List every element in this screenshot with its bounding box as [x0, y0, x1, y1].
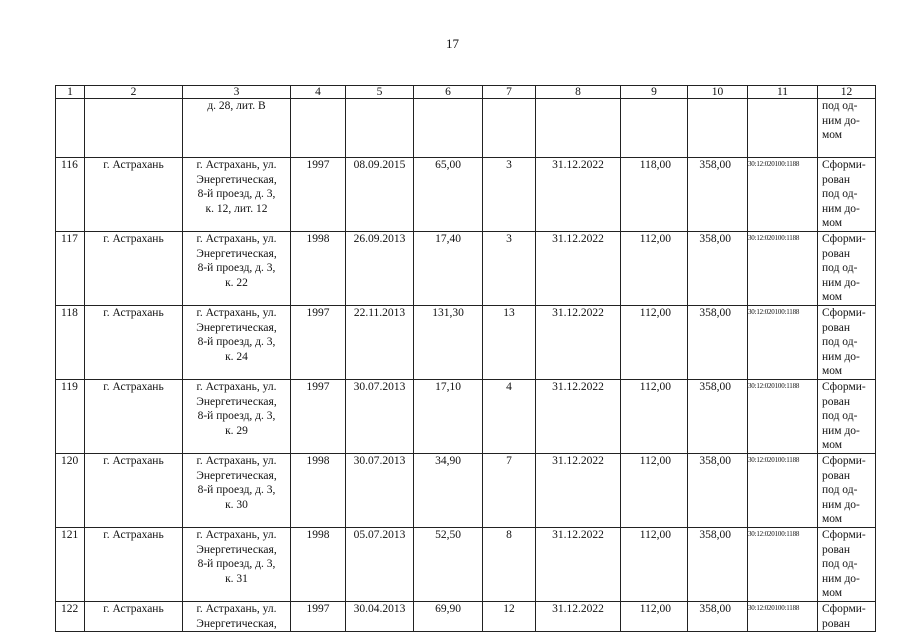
- address-cell: г. Астрахань, ул. Энергетическая, 8-й проезд, д. 3, к. 24: [183, 306, 291, 380]
- column-header: 5: [346, 86, 414, 99]
- page-number: 17: [446, 36, 459, 51]
- cadastral-number-cell: 30:12:020100:1188: [748, 158, 818, 232]
- cadastral-number-cell: 30:12:020100:1188: [748, 602, 818, 632]
- city-cell: г. Астрахань: [85, 602, 183, 632]
- column-header: 12: [818, 86, 876, 99]
- count-cell: 13: [483, 306, 536, 380]
- note-cell: Сформи- рован под од- ним до- мом: [818, 232, 876, 306]
- city-cell: г. Астрахань: [85, 158, 183, 232]
- area-cell: 131,30: [414, 306, 483, 380]
- column-header: 3: [183, 86, 291, 99]
- end-date-cell: 31.12.2022: [536, 602, 621, 632]
- header-row: [56, 86, 876, 99]
- address-cell: г. Астрахань, ул. Энергетическая, 8-й проезд, д. 3, к. 12, лит. 12: [183, 158, 291, 232]
- column-header: 11: [748, 86, 818, 99]
- address-cell: г. Астрахань, ул. Энергетическая, 8-й проезд, д. 3, к. 30: [183, 454, 291, 528]
- table-row: [56, 454, 876, 528]
- count-cell: 7: [483, 454, 536, 528]
- city-cell: г. Астрахань: [85, 232, 183, 306]
- date-cell: 30.07.2013: [346, 454, 414, 528]
- row-number-cell: 122: [56, 602, 85, 632]
- price-cell: 112,00: [621, 602, 688, 632]
- price-cell: 358,00: [688, 232, 748, 306]
- count-cell: 12: [483, 602, 536, 632]
- date-cell: 22.11.2013: [346, 306, 414, 380]
- count-cell: 3: [483, 232, 536, 306]
- table-row: [56, 380, 876, 454]
- year-cell: 1997: [291, 602, 346, 632]
- cadastral-number-cell: 30:12:020100:1188: [748, 232, 818, 306]
- row-number-cell: 117: [56, 232, 85, 306]
- price-cell: 112,00: [621, 306, 688, 380]
- city-cell: г. Астрахань: [85, 306, 183, 380]
- price-cell: 358,00: [688, 528, 748, 602]
- address-cell: г. Астрахань, ул. Энергетическая, 8-й проезд, д. 3, к. 31: [183, 528, 291, 602]
- table-row: [56, 602, 876, 632]
- year-cell: 1997: [291, 306, 346, 380]
- city-cell: г. Астрахань: [85, 454, 183, 528]
- end-date-cell: 31.12.2022: [536, 158, 621, 232]
- price-cell: 358,00: [688, 306, 748, 380]
- area-cell: 17,40: [414, 232, 483, 306]
- note-cell: Сформи- рован под од- ним до- мом: [818, 158, 876, 232]
- property-table: [55, 85, 876, 632]
- table-row: [56, 232, 876, 306]
- city-cell: г. Астрахань: [85, 380, 183, 454]
- column-header: 4: [291, 86, 346, 99]
- note-cell: Сформи- рован под од- ним до- мом: [818, 454, 876, 528]
- price-cell: 112,00: [621, 232, 688, 306]
- note-cell: Сформи- рован: [818, 602, 876, 632]
- year-cell: 1998: [291, 528, 346, 602]
- row-number-cell: 116: [56, 158, 85, 232]
- note-cell: Сформи- рован под од- ним до- мом: [818, 306, 876, 380]
- date-cell: 30.04.2013: [346, 602, 414, 632]
- year-cell: 1998: [291, 454, 346, 528]
- price-cell: 118,00: [621, 158, 688, 232]
- address-cell: г. Астрахань, ул. Энергетическая, 8-й проезд, д. 3, к. 22: [183, 232, 291, 306]
- date-cell: 05.07.2013: [346, 528, 414, 602]
- cadastral-number-cell: 30:12:020100:1188: [748, 454, 818, 528]
- area-cell: 17,10: [414, 380, 483, 454]
- column-header: 10: [688, 86, 748, 99]
- address-cell: г. Астрахань, ул. Энергетическая,: [183, 602, 291, 632]
- end-date-cell: 31.12.2022: [536, 232, 621, 306]
- row-number-cell: 120: [56, 454, 85, 528]
- table-row-continued: [56, 99, 876, 158]
- date-cell: 26.09.2013: [346, 232, 414, 306]
- count-cell: 4: [483, 380, 536, 454]
- column-header: 2: [85, 86, 183, 99]
- date-cell: 08.09.2015: [346, 158, 414, 232]
- city-cell: г. Астрахань: [85, 528, 183, 602]
- area-cell: 34,90: [414, 454, 483, 528]
- price-cell: 112,00: [621, 380, 688, 454]
- year-cell: 1998: [291, 232, 346, 306]
- column-header: 7: [483, 86, 536, 99]
- year-cell: 1997: [291, 380, 346, 454]
- end-date-cell: 31.12.2022: [536, 306, 621, 380]
- cadastral-number-cell: 30:12:020100:1188: [748, 380, 818, 454]
- date-cell: 30.07.2013: [346, 380, 414, 454]
- end-date-cell: 31.12.2022: [536, 528, 621, 602]
- count-cell: 3: [483, 158, 536, 232]
- address-cell: г. Астрахань, ул. Энергетическая, 8-й проезд, д. 3, к. 29: [183, 380, 291, 454]
- column-header: 6: [414, 86, 483, 99]
- table-row: [56, 306, 876, 380]
- end-date-cell: 31.12.2022: [536, 454, 621, 528]
- price-cell: 358,00: [688, 380, 748, 454]
- area-cell: 52,50: [414, 528, 483, 602]
- area-cell: 69,90: [414, 602, 483, 632]
- column-header: 9: [621, 86, 688, 99]
- year-cell: 1997: [291, 158, 346, 232]
- price-cell: 112,00: [621, 454, 688, 528]
- column-header: 1: [56, 86, 85, 99]
- table-row: [56, 528, 876, 602]
- price-cell: 112,00: [621, 528, 688, 602]
- row-number-cell: 118: [56, 306, 85, 380]
- area-cell: 65,00: [414, 158, 483, 232]
- column-header: 8: [536, 86, 621, 99]
- cadastral-number-cell: 30:12:020100:1188: [748, 528, 818, 602]
- cadastral-number-cell: 30:12:020100:1188: [748, 306, 818, 380]
- address-cell: д. 28, лит. В: [183, 99, 291, 158]
- price-cell: 358,00: [688, 602, 748, 632]
- table-row: [56, 158, 876, 232]
- price-cell: 358,00: [688, 454, 748, 528]
- price-cell: 358,00: [688, 158, 748, 232]
- note-cell: под од- ним до- мом: [818, 99, 876, 158]
- row-number-cell: 119: [56, 380, 85, 454]
- note-cell: Сформи- рован под од- ним до- мом: [818, 528, 876, 602]
- end-date-cell: 31.12.2022: [536, 380, 621, 454]
- row-number-cell: 121: [56, 528, 85, 602]
- count-cell: 8: [483, 528, 536, 602]
- note-cell: Сформи- рован под од- ним до- мом: [818, 380, 876, 454]
